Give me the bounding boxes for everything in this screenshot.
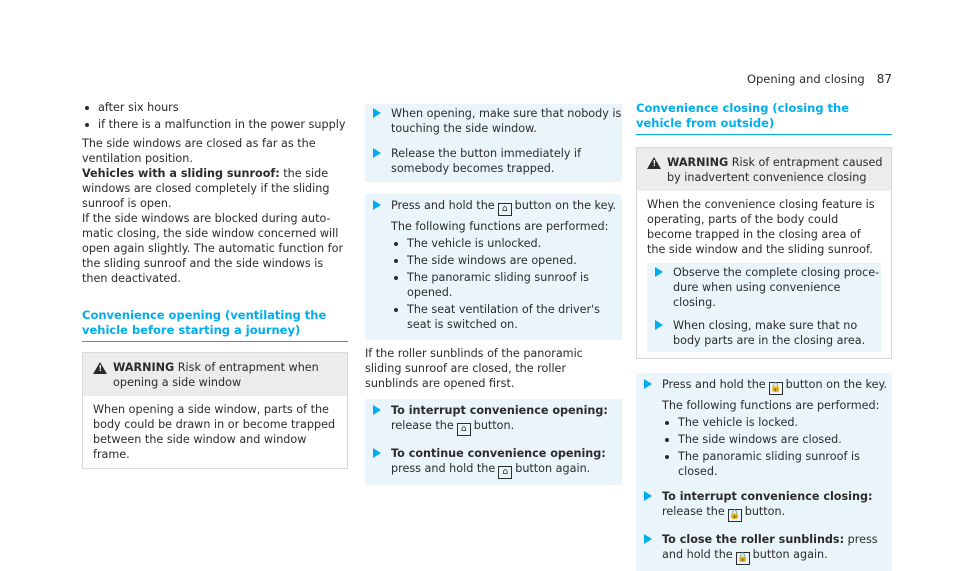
paragraph: The side windows are closed as far as the ventilation position.	[82, 137, 316, 165]
warning-steps	[647, 263, 881, 352]
warning-header	[83, 353, 347, 396]
list-item: The vehicle is locked.	[662, 415, 892, 430]
step-text: button on the key.	[785, 378, 888, 391]
arrow-icon	[373, 405, 381, 415]
unlock-key-icon: ⌂	[498, 203, 512, 216]
paragraph	[82, 166, 348, 211]
paragraph: The following functions are performed:	[662, 399, 880, 412]
step-text: Press and hold the	[662, 378, 766, 391]
arrow-icon	[373, 200, 381, 210]
arrow-icon	[373, 448, 381, 458]
arrow-icon	[644, 534, 652, 544]
warning-text: Risk of entrapment when opening a side window	[113, 361, 319, 389]
step	[647, 265, 881, 310]
bold-label: To close the roller sunblinds:	[662, 533, 845, 546]
step-text: button again.	[752, 548, 828, 561]
warning-icon: !	[647, 157, 661, 169]
warning-box	[636, 147, 892, 359]
bold-label: To interrupt convenience closing:	[662, 490, 873, 503]
step-text: button on the key.	[514, 199, 617, 212]
function-list	[662, 415, 892, 479]
column-2	[365, 0, 622, 485]
step-text: Observe the complete closing procedure when using convenience closing.	[673, 266, 880, 309]
arrow-icon	[644, 491, 652, 501]
warning-title: WARNING	[113, 361, 175, 374]
step-text: button.	[744, 505, 786, 518]
step	[636, 532, 892, 565]
section-heading: Convenience opening (ventilating the vehicle before starting a journey)	[82, 308, 348, 342]
list-item: The seat ventilation of the driver's seat is switched on.	[391, 302, 622, 332]
lock-key-icon: 🔒	[729, 510, 741, 520]
list-item: The side windows are closed.	[662, 432, 892, 447]
step	[365, 198, 622, 332]
steps-block	[365, 194, 622, 340]
warning-body	[637, 191, 891, 358]
step	[636, 489, 892, 522]
step	[647, 318, 881, 348]
bold-label: To continue convenience opening:	[391, 447, 606, 460]
lock-key-icon: 🔒	[770, 383, 782, 393]
arrow-icon	[373, 108, 381, 118]
arrow-icon	[373, 148, 381, 158]
step-text: press and hold the	[662, 533, 878, 561]
list-item: The side windows are opened.	[391, 253, 622, 268]
list-item: The panoramic sliding sunroof is closed.	[662, 449, 892, 479]
step	[365, 403, 622, 436]
warning-header	[637, 148, 891, 191]
bold-label: To interrupt convenience opening:	[391, 404, 608, 417]
warning-box	[82, 352, 348, 469]
step-text: Press and hold the	[391, 199, 495, 212]
step-text: Release the button immediately if somebody becomes trapped.	[391, 147, 582, 175]
unlock-key-icon: ⌂	[457, 423, 471, 436]
step	[636, 377, 892, 479]
arrow-icon	[644, 379, 652, 389]
steps-block	[365, 399, 622, 485]
warning-icon: !	[93, 362, 107, 374]
warning-body: When opening a side window, parts of the body could be drawn in or become trapped between the side window and window frame.	[93, 403, 336, 461]
list-item: The vehicle is unlocked.	[391, 236, 622, 251]
step-text: button.	[473, 419, 515, 432]
warning-steps	[365, 104, 622, 182]
list-item: if there is a malfunction in the power supply	[82, 117, 348, 132]
paragraph: If the roller sunblinds of the panoramic sliding sunroof are closed, the roller sunblinds are opened first.	[365, 347, 583, 390]
step-text: release the	[391, 419, 454, 432]
step-text: When opening, make sure that nobody is touching the side window.	[391, 107, 622, 135]
arrow-icon	[655, 267, 663, 277]
warning-text: Risk of entrapment caused by inadvertent convenience closing	[667, 156, 883, 184]
column-3	[636, 0, 892, 571]
column-1	[82, 0, 348, 469]
page-number: 87	[876, 72, 892, 86]
section-heading: Convenience closing (closing the vehicle from outside)	[636, 101, 892, 135]
arrow-icon	[655, 320, 663, 330]
step	[365, 106, 622, 136]
list-item: after six hours	[82, 100, 348, 115]
step-text: press and hold the	[391, 462, 496, 475]
paragraph: If the side windows are blocked during automatic closing, the side window concerned will open again slightly. The automatic function for the sliding sunroof and the side windows is then deactivated.	[82, 212, 344, 285]
steps-block	[636, 373, 892, 571]
list-item: The panoramic sliding sunroof is opened.	[391, 270, 622, 300]
unlock-key-icon: ⌂	[498, 466, 512, 479]
step-text: button again.	[515, 462, 591, 475]
step	[365, 146, 622, 176]
paragraph: When the convenience closing feature is operating, parts of the body could become trapped in the closing area of the side window and the sliding sunroof.	[647, 198, 875, 256]
step-text: release the	[662, 505, 725, 518]
bullet-list	[82, 100, 348, 132]
bold-label: Vehicles with a sliding sunroof:	[82, 167, 280, 180]
step	[365, 446, 622, 479]
function-list	[391, 236, 622, 332]
warning-title: WARNING	[667, 156, 729, 169]
lock-key-icon: 🔒	[737, 553, 749, 563]
text: the side windows are closed completely if the sliding sunroof is open.	[82, 167, 330, 210]
paragraph: The following functions are performed:	[391, 220, 609, 233]
step-text: When closing, make sure that no body parts are in the closing area.	[673, 319, 866, 347]
section-title: Opening and closing	[746, 72, 865, 86]
